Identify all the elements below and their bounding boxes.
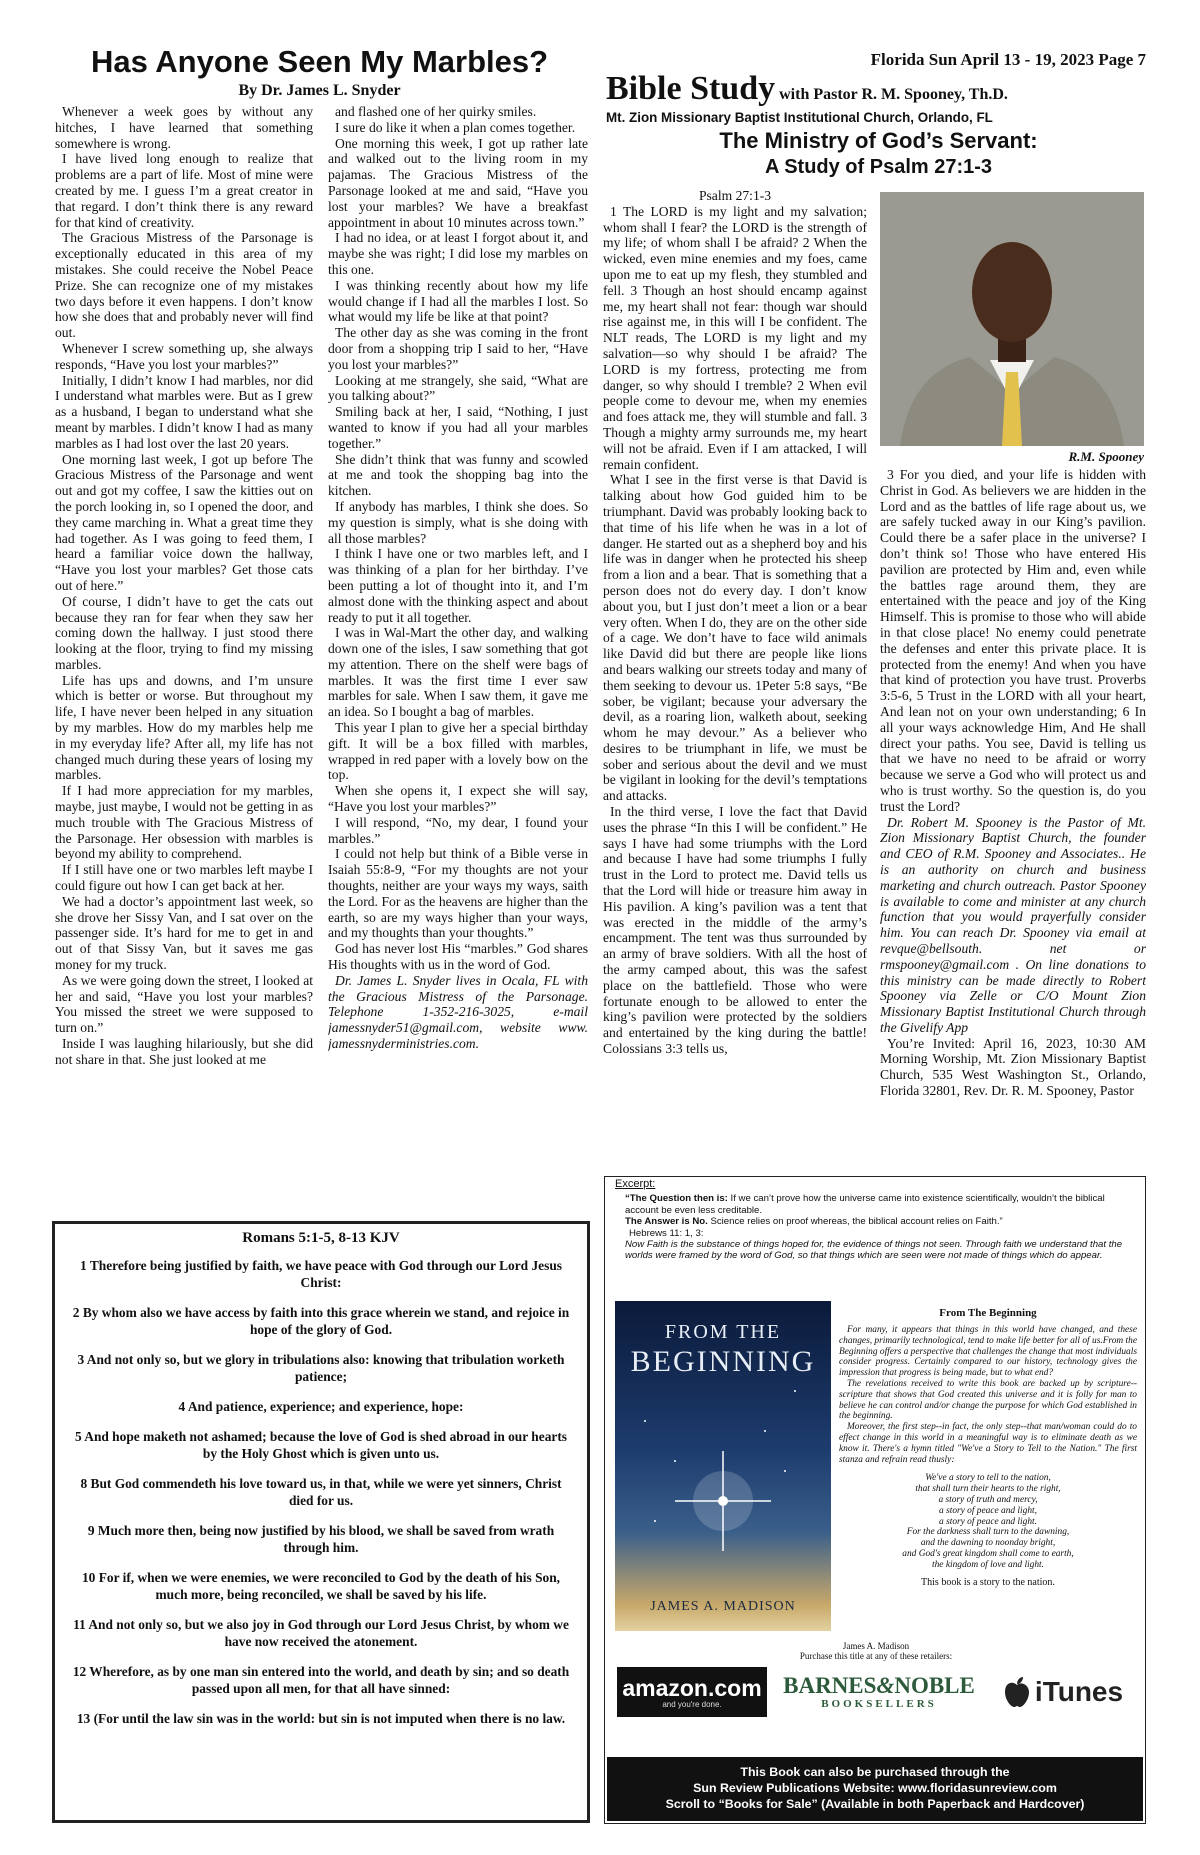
book-heading: From The Beginning bbox=[939, 1307, 1037, 1319]
apple-icon bbox=[1003, 1676, 1031, 1708]
bible-study-pastor: with Pastor R. M. Spooney, Th.D. bbox=[779, 86, 1008, 103]
kjv-verse: 10 For if, when we were enemies, we were reconciled to God by the death of his Son, much more, being reconciled, we shall be saved by his life. bbox=[81, 1570, 561, 1602]
pastor-photo bbox=[880, 192, 1144, 446]
article-paragraph: Of course, I didn’t have to get the cats out because they ran for fear when they saw her coming down the hallway. I just stood there looking at the floor, trying to find my missing marbles. bbox=[55, 593, 313, 672]
church-name: Mt. Zion Missionary Baptist Institutional Church, Orlando, FL bbox=[606, 110, 993, 125]
book-author: James A. Madison bbox=[842, 1641, 910, 1651]
amazon-tagline: and you're done. bbox=[662, 1699, 722, 1709]
poem-line: a story of peace and light, bbox=[939, 1505, 1037, 1516]
kjv-title: Romans 5:1-5, 8-13 KJV bbox=[242, 1230, 400, 1246]
marbles-byline: By Dr. James L. Snyder bbox=[238, 82, 401, 99]
poem-line: We've a story to tell to the nation, bbox=[925, 1473, 1051, 1484]
bible-study-heading: Bible Study bbox=[606, 70, 776, 107]
bn-ampersand: & bbox=[876, 1673, 895, 1698]
amazon-wordmark: amazon.com bbox=[622, 1674, 762, 1701]
kjv-verse: 13 (For until the law sin was in the world: but sin is not imputed when there is no law. bbox=[76, 1711, 566, 1726]
kjv-verse: 8 But God commendeth his love toward us, in that, while we were yet sinners, Christ died for us. bbox=[80, 1476, 562, 1508]
kjv-verse: 1 Therefore being justified by faith, we have peace with God through our Lord Jesus Christ: bbox=[80, 1258, 562, 1290]
pastor-portrait-icon bbox=[880, 192, 1144, 446]
article-paragraph: 3 For you died, and your life is hidden with Christ in God. As believers we are hidden in the Lord and as the battles of life rage about us, we are safely tucked away in our King’s pavilion. Could there be a safer place in the universe? I don’t think so! Those who have entered His pavilion are protected by Him and, even while the battles rage around them, they are entertained with the peace and joy of the King Himself. This is promise to those who will abide in that close place! No enemy could penetrate the defenses and enter this private place. It is protected from the enemy! And when you have that kind of protection you have trust. Proverbs 3:5-6, 5 Trust in the LORD with all your heart, And lean not on your own understanding; 6 In all your ways acknowledge Him, And He shall direct your paths. You see, David is telling us that we have no need to be afraid or worry because we serve a God who will protect us and who is trust worthy. So the question is, do you trust the Lord? bbox=[880, 467, 1146, 814]
banner-line-2[interactable]: Sun Review Publications Website: www.floridasunreview.com bbox=[693, 1781, 1057, 1795]
invitation: You’re Invited: April 16, 2023, 10:30 AM Morning Worship, Mt. Zion Missionary Baptist Church, 535 West Washington St., Orlando, Florida 32801, Rev. Dr. R. M. Spooney, Pastor bbox=[880, 1035, 1146, 1099]
article-paragraph: I was thinking recently about how my life would change if I had all the marbles I lost. So what would my life be like at that point? bbox=[328, 277, 588, 325]
hebrews-ref: Hebrews 11: 1, 3: bbox=[629, 1227, 704, 1239]
cover-author: JAMES A. MADISON bbox=[650, 1599, 796, 1614]
book-paragraph: For many, it appears that things in this world have changed, and these changes, primarily technological, tend to make life better for all of us.From the Beginning offers a perspective that challenges the change that most individuals consider progress. Certainly compared to our history, technology gives the impression that progress is being made, but to what end? bbox=[839, 1325, 1137, 1379]
article-paragraph: The other day as she was coming in the front door from a shopping trip I said to her, “Have you lost your marbles?” bbox=[328, 325, 588, 372]
book-paragraphs bbox=[839, 1325, 1137, 1465]
author-bio: Dr. James L. Snyder lives in Ocala, FL with the Gracious Mistress of the Parsonage. Telephone 1-352-216-3025, e-mail jamessnyder51@gmail.com, website www. jamessnyderministries.com. bbox=[328, 972, 588, 1052]
bn-word-2: NOBLE bbox=[894, 1673, 975, 1698]
kjv-verse: 5 And hope maketh not ashamed; because the love of God is shed abroad in our hearts by the Holy Ghost which is given unto us. bbox=[74, 1429, 568, 1461]
book-description bbox=[839, 1307, 1137, 1588]
bible-subtitle-1: The Ministry of God’s Servant: bbox=[719, 128, 1038, 153]
article-paragraph: What I see in the first verse is that David is talking about how God guided him to be triumphant. David was probably looking back to that time of his life when he was in a lot of danger. He started out as a shepherd boy and his life was in danger when he protected his sheep from a lion and a bear. That is something that a person does not do every day. I don’t know about you, but I just don’t meet a lion or a bear very often. When I do, they are on the other side of a cage. We don’t have to face wild animals like David did but there are people like lions and bears walking our streets today and many of them seeking to devour us. 1Peter 5:8 says, “Be sober, be vigilant; because your adversary the devil, as a roaring lion, walketh about, seeking whom he may devour.” As a believer who desires to be triumphant in life, we must be sober and serious about the devil and we must be vigilant in looking for the devil’s temptations and attacks. bbox=[603, 472, 867, 804]
book-poem bbox=[839, 1473, 1137, 1570]
book-story-line: This book is a story to the nation. bbox=[921, 1576, 1055, 1588]
article-paragraph: and flashed one of her quirky smiles. bbox=[335, 104, 537, 119]
article-paragraph: Initially, I didn’t know I had marbles, nor did I understand what marbles were. But as I grew as a husband, I began to understand what she meant by marbles. I didn’t know I had as many marbles as I had lost over the last 20 years. bbox=[55, 372, 313, 451]
book-paragraph: Moreover, the first step--in fact, the only step--that man/woman could do to effect change in this world in a meaningful way is to eliminate death as we know it. There's a hymn titled "We've a Story to Tell to the Nation." The first stanza and refrain read thusly: bbox=[839, 1422, 1137, 1465]
article-paragraph: I think I have one or two marbles left, and I was thinking of a plan for her birthday. I’ve been putting a lot of thought into it, and I’m almost done with the thinking aspect and about ready to put it all together. bbox=[328, 546, 588, 625]
article-paragraph: Inside I was laughing hilariously, but she did not share in that. She just looked at me bbox=[55, 1036, 313, 1067]
bible-column-1 bbox=[603, 188, 867, 1166]
article-paragraph: One morning last week, I got up before The Gracious Mistress of the Parsonage and went out and got my coffee, I saw the kitties out on the porch looking in, so I opened the door, and they came marching in. What a great time they had together. As I was going to feed them, I heard a familiar voice down the hallway, “Have you lost your marbles? Get those cats out of here.” bbox=[55, 451, 313, 593]
book-paragraph: The revelations received to write this book are backed up by scripture--scripture that shows that God created this universe and it is folly for man to believe he can control and/or change the purpose for which God established in the beginning. bbox=[839, 1378, 1137, 1422]
article-paragraph: This year I plan to give her a special birthday gift. It will be a box filled with marbles, wrapped in red paper with a lovely bow on the top. bbox=[328, 720, 588, 783]
article-paragraph: I sure do like it when a plan comes together. bbox=[335, 119, 576, 135]
article-paragraph: The Gracious Mistress of the Parsonage is exceptionally educated in this area of my mistakes. She could receive the Nobel Peace Prize. She can recognize one of my mistakes two days before it even happens. I don’t know how she does that and probably never will find out. bbox=[55, 230, 313, 341]
article-paragraph: If I had more appreciation for my marbles, maybe, just maybe, I would not be getting in as much trouble with The Gracious Mistress of the Parsonage. Her obsession with marbles is beyond my ability to comprehend. bbox=[55, 783, 313, 862]
pastor-bio: Dr. Robert M. Spooney is the Pastor of Mt. Zion Missionary Baptist Church, the founder and CEO of R.M. Spooney and Associates.. He is an authority on church and business marketing and church outreach. Pastor Spooney is available to come and minister at any church function that you would prayerfully consider him. You can reach Dr. Spooney via email at revque@bellsouth. net or rmspooney@gmail.com . On line donations to this ministry can be made directly to Robert Spooney via Zelle or C/O Mount Zion Missionary Baptist Institutional Church through the Givelify App bbox=[880, 814, 1146, 1035]
article-paragraph: I could not help but think of a Bible verse in Isaiah 55:8-9, “For my thoughts are not your thoughts, neither are your ways my ways, saith the Lord. For as the heavens are higher than the earth, so are my ways higher than your ways, and my thoughts than your thoughts.” bbox=[328, 846, 588, 941]
bible-subtitle-2: A Study of Psalm 27:1-3 bbox=[764, 156, 993, 178]
barnes-noble-logo[interactable] bbox=[783, 1667, 975, 1717]
article-paragraph: I was in Wal-Mart the other day, and walking down one of the isles, I saw something that got my attention. There on the shelf were bags of marbles. It was the first time I ever saw marbles for sale. When I saw them, it gave me an idea. So I bought a bag of marbles. bbox=[328, 625, 588, 720]
article-paragraph: I had no idea, or at least I forgot about it, and maybe she was right; I did lose my marbles on this one. bbox=[328, 230, 588, 277]
book-advertisement bbox=[604, 1176, 1146, 1824]
psalm-ref: Psalm 27:1-3 bbox=[698, 188, 772, 203]
kjv-verse: 3 And not only so, but we glory in tribulations also: knowing that tribulation worketh patience; bbox=[77, 1352, 565, 1384]
article-paragraph: Whenever I screw something up, she always responds, “Have you lost your marbles?” bbox=[55, 340, 313, 372]
poem-line: a story of truth and mercy, bbox=[938, 1494, 1038, 1505]
photo-caption: R.M. Spooney bbox=[1068, 449, 1144, 464]
excerpt-box bbox=[605, 1177, 1145, 1264]
article-paragraph: We had a doctor’s appointment last week, so she drove her Sissy Van, and I sat over on the passenger side. It’s hard for me to get in and out of that Sissy Van, but it saves me gas money for my truck. bbox=[55, 893, 313, 973]
kjv-verse: 2 By whom also we have access by faith into this grace wherein we stand, and rejoice in hope of the glory of God. bbox=[72, 1305, 570, 1337]
article-paragraph: Life has ups and downs, and I’m unsure which is better or worse. But throughout my life, I have never been helped in any situation by my marbles. How do my marbles help me in my everyday life? After all, my life has not changed much during these years of losing my marbles. bbox=[55, 672, 313, 783]
itunes-logo[interactable] bbox=[993, 1667, 1133, 1717]
question-text: “The Question then is: If we can’t prove how the universe came into existence scientifically, wouldn’t the biblical account be even less creditable. bbox=[625, 1193, 1105, 1216]
article-paragraph: If I still have one or two marbles left maybe I could figure out how I can get back at her. bbox=[55, 862, 313, 894]
kjv-verse: 4 And patience, experience; and experience, hope: bbox=[178, 1399, 464, 1414]
excerpt-label: Excerpt: bbox=[615, 1178, 656, 1190]
cover-title-line-1: FROM THE bbox=[664, 1321, 782, 1343]
article-paragraph: In the third verse, I love the fact that David uses the phrase “In this I will be confident.” He says I have had some triumphs with the Lord and because I have had some triumphs I fully trust in the Lord to protect me. David tells us that the Lord will hide or treasure him away in His pavilion. A king’s pavilion was a tent that was erected in the middle of the army’s encampment. The tent was thus surrounded by an army of brave soldiers. With all the host of the army camped about, this was the safest place on the battlefield. Those who were fortunate enough to be allowed to enter the king’s pavilion were protected by the soldiers and entertained by the king during the battle! Colossians 3:3 tells us, bbox=[603, 804, 867, 1057]
article-paragraph: Smiling back at her, I said, “Nothing, I just wanted to know if you had all your marbles together.” bbox=[328, 404, 588, 451]
kjv-verse: 12 Wherefore, as by one man sin entered into the world, and death by sin; and so death passed upon all men, for that all have sinned: bbox=[72, 1664, 570, 1696]
poem-line: and God's great kingdom shall come to earth, bbox=[902, 1548, 1074, 1559]
poem-line: that shall turn their hearts to the right, bbox=[915, 1484, 1061, 1495]
article-paragraph: Looking at me strangely, she said, “What are you talking about?” bbox=[328, 372, 588, 404]
article-paragraph: As we were going down the street, I looked at her and said, “Have you lost your marbles? You missed the street we were supposed to turn on.” bbox=[55, 972, 313, 1036]
article-paragraph: I will respond, “No, my dear, I found your marbles.” bbox=[328, 814, 588, 846]
poem-line: the kingdom of love and light. bbox=[932, 1559, 1044, 1570]
cover-title-line-2: BEGINNING bbox=[630, 1345, 816, 1378]
masthead: Florida Sun April 13 - 19, 2023 Page 7 bbox=[870, 50, 1146, 69]
kjv-verse: 11 And not only so, but we also joy in God through our Lord Jesus Christ, by whom we have now received the atonement. bbox=[73, 1617, 569, 1649]
book-cover bbox=[615, 1301, 831, 1631]
article-paragraph: If anybody has marbles, I think she does. So my question is simply, what is she doing with all those marbles? bbox=[328, 498, 588, 546]
bible-column-2 bbox=[880, 467, 1146, 1169]
amazon-logo[interactable] bbox=[617, 1667, 767, 1717]
romans-kjv-box bbox=[52, 1221, 590, 1823]
article-paragraph: When she opens it, I expect she will say, “Have you lost your marbles?” bbox=[328, 783, 588, 815]
bn-word-1: BARNES bbox=[783, 1673, 877, 1698]
purchase-banner bbox=[607, 1757, 1143, 1821]
bn-subtitle: BOOKSELLERS bbox=[821, 1698, 937, 1710]
itunes-wordmark: iTunes bbox=[1034, 1676, 1124, 1707]
marbles-title: Has Anyone Seen My Marbles? bbox=[90, 44, 549, 79]
article-paragraph: I have lived long enough to realize that problems are a part of life. Most of mine were created by me. I guess I’m a great creator in that regard. I don’t think there is any reward for that kind of creativity. bbox=[55, 151, 313, 230]
marbles-column-2 bbox=[328, 104, 588, 1214]
article-paragraph: She didn’t think that was funny and scowled at me and took the shopping bag into the kitchen. bbox=[328, 451, 588, 499]
answer-text: The Answer is No. Science relies on proof whereas, the biblical account relies on Faith.” bbox=[625, 1216, 1003, 1228]
article-paragraph: One morning this week, I got up rather late and walked out to the living room in my pajamas. The Gracious Mistress of the Parsonage looked at me and said, “Have you lost your marbles? We have a breakfast appointment in about 10 minutes across town.” bbox=[328, 135, 588, 230]
faith-verse: Now Faith is the substance of things hoped for, the evidence of things not seen. Through faith we understand that the worlds were framed by the word of God, so that things which are seen were not made of things which do appear. bbox=[625, 1239, 1123, 1262]
banner-line-3: Scroll to “Books for Sale” (Available in both Paperback and Hardcover) bbox=[665, 1797, 1085, 1811]
article-paragraph: 1 The LORD is my light and my salvation; whom shall I fear? the LORD is the strength of my life; of whom shall I be afraid? 2 When the wicked, even mine enemies and my foes, came upon me to eat up my flesh, they stumbled and fell. 3 Though an host should encamp against me, my heart shall not fear: though war should rise against me, in this will I be confident. The NLT reads, The LORD is my light and my salvation—so why should I be afraid? The LORD is my fortress, protecting me from danger, so why should I tremble? 2 When evil people come to devour me, when my enemies and foes attack me, they will stumble and fall. 3 Though a mighty army surrounds me, my heart will not be afraid. Even if I am attacked, I will remain confident. bbox=[603, 203, 867, 472]
marbles-column-1 bbox=[55, 104, 313, 1214]
article-paragraph: God has never lost His “marbles.” God shares His thoughts with us in the word of God. bbox=[328, 941, 588, 973]
poem-line: a story of peace and light. bbox=[939, 1516, 1037, 1527]
poem-line: For the darkness shall turn to the dawning, bbox=[906, 1527, 1070, 1538]
purchase-line: Purchase this title at any of these retailers: bbox=[799, 1651, 953, 1661]
banner-line-1: This Book can also be purchased through the bbox=[740, 1765, 1010, 1779]
article-paragraph: Whenever a week goes by without any hitches, I have learned that something somewhere is wrong. bbox=[55, 104, 313, 151]
kjv-verse: 9 Much more then, being now justified by his blood, we shall be saved from wrath through him. bbox=[87, 1523, 555, 1555]
poem-line: and the dawning to noonday bright, bbox=[920, 1538, 1056, 1549]
bible-study-title bbox=[606, 70, 1151, 108]
